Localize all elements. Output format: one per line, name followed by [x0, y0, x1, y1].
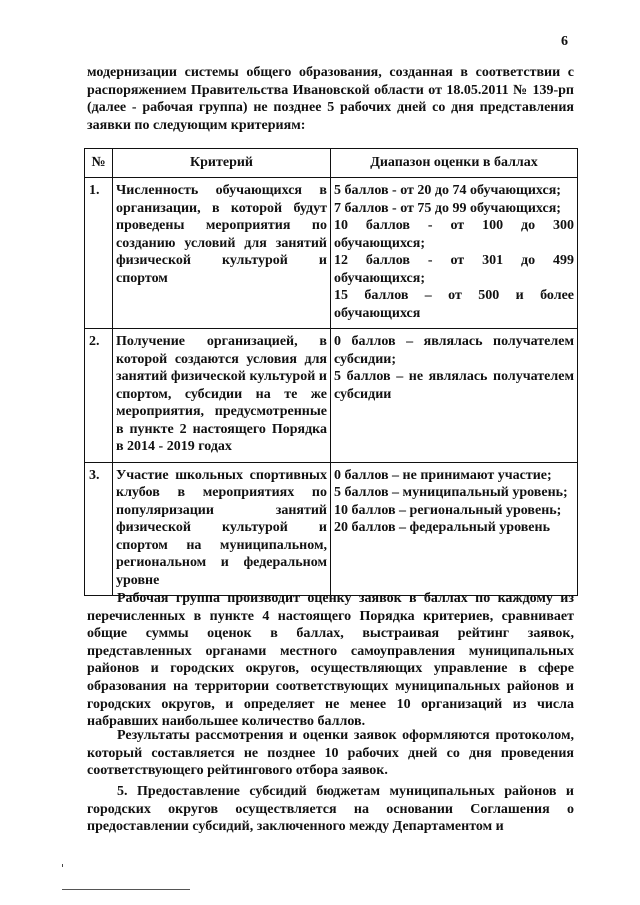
score-range-line: 10 баллов - от 100 до 300 обучающихся; [334, 218, 574, 251]
row-number: 3. [85, 462, 113, 596]
score-range-line: 12 баллов - от 301 до 499 обучающихся; [334, 253, 574, 286]
header-criterion: Критерий [113, 149, 331, 178]
score-range-line: 5 баллов - от 20 до 74 обучающихся; [334, 183, 561, 198]
row-number: 2. [85, 329, 113, 463]
criterion-text: Получение организацией, в которой создаются условия для занятий физической культурой и спортом, субсидии на те же мероприятия, предусмотренные в пункте 2 настоящего Порядка в 2014 - 2019 годах [113, 329, 331, 463]
score-range [331, 329, 578, 463]
score-range-line: 10 баллов – региональный уровень; [334, 502, 562, 518]
table-row [85, 462, 578, 596]
criterion-text: Численность обучающихся в организации, в которой будут проведены мероприятия по созданию условий для занятий физической культурой и спортом [113, 178, 331, 329]
score-range-line: 5 баллов – муниципальный уровень; [334, 485, 568, 500]
results-paragraph: Результаты рассмотрения и оценки заявок оформляются протоколом, который составляется не позднее 10 рабочих дней со дня проведения соответствующего рейтингового отбора заявок. [87, 728, 574, 778]
subsidies-paragraph: 5. Предоставление субсидий бюджетам муниципальных районов и городских округов осуществляется на основании Соглашения о предоставлении субсидий, заключенного между Департаментом и [87, 784, 574, 834]
score-range-line: 0 баллов – не принимают участие; [334, 467, 552, 483]
score-range-line: 20 баллов – федеральный уровень [334, 520, 550, 535]
header-number: № [85, 149, 113, 178]
score-range [331, 178, 578, 329]
score-range-line: 0 баллов – являлась получателем субсидии; [334, 334, 574, 367]
score-range-line: 7 баллов - от 75 до 99 обучающихся; [334, 200, 561, 216]
row-number: 1. [85, 178, 113, 329]
table-header-row [85, 149, 578, 178]
table-row [85, 329, 578, 463]
score-range-line: 5 баллов – не являлась получателем субсидии [334, 369, 574, 402]
criteria-table [84, 148, 578, 596]
header-score-range: Диапазон оценки в баллах [331, 149, 578, 178]
page-number: 6 [561, 34, 568, 49]
score-range-line: 15 баллов – от 500 и более обучающихся [334, 288, 574, 321]
scan-mark [62, 864, 63, 867]
footer-rule [62, 889, 190, 890]
score-range [331, 462, 578, 596]
intro-paragraph: модернизации системы общего образования, созданная в соответствии с распоряжением Правительства Ивановской области от 18.05.2011 № 139-рп (далее - рабочая группа) не позднее 5 рабочих дней со дня представления заявки по следующим критериям: [87, 65, 574, 133]
criterion-text: Участие школьных спортивных клубов в мероприятиях по популяризации занятий физической культурой и спортом на муниципальном, региональном и федеральном уровне [113, 462, 331, 596]
rating-paragraph: Рабочая группа производит оценку заявок в баллах по каждому из перечисленных в пункте 4 настоящего Порядка критериев, сравнивает общие суммы оценок в баллах, выстраивая рейтинг заявок, представленных органами местного самоуправления муниципальных районов и городских округов, осуществляющих управление в сфере образования на территории соответствующих муниципальных районов и городских округов, и определяет не менее 10 организаций из числа набравших наибольшее количество баллов. [87, 591, 574, 730]
table-row [85, 178, 578, 329]
